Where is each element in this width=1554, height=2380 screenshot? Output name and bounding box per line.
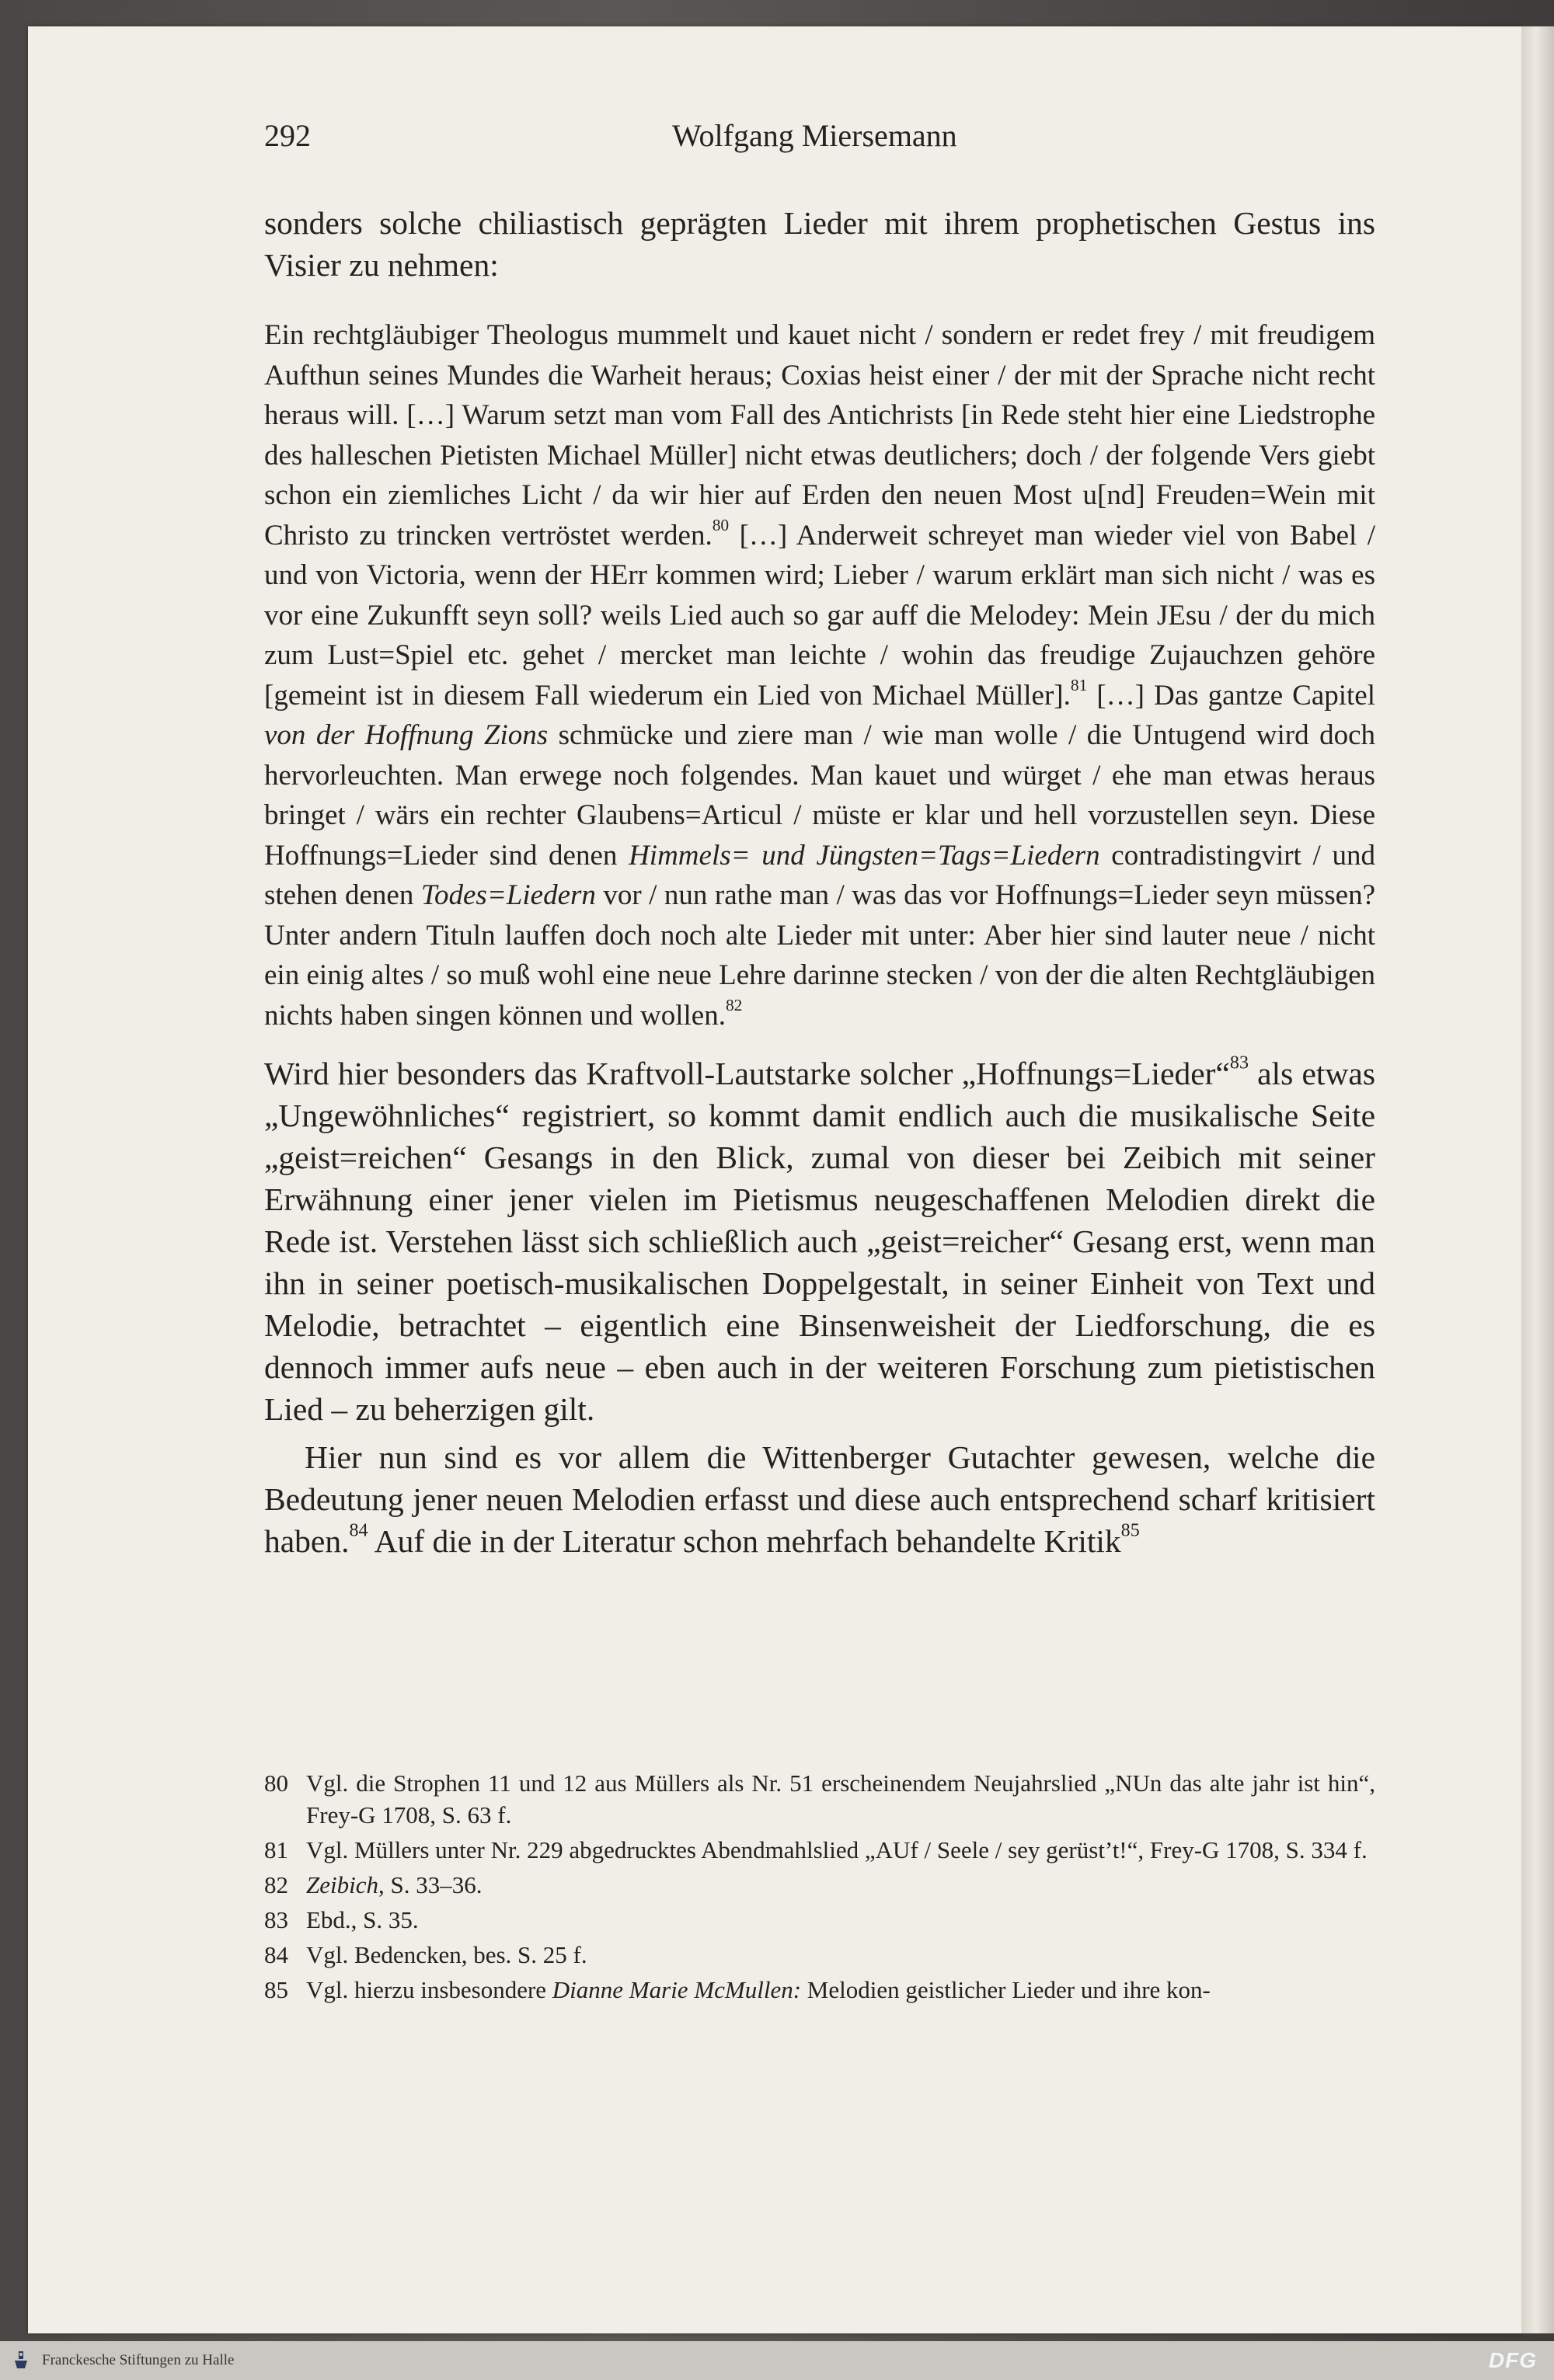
footnote-82	[264, 1869, 1375, 1901]
footnote-ref-80[interactable]: 80	[712, 515, 730, 534]
body-paragraph-1	[264, 1053, 1375, 1430]
footnote-italic: Dianne Marie McMullen:	[552, 1976, 802, 2003]
footnote-text	[306, 1974, 1375, 2006]
footnote-number: 80	[264, 1769, 288, 1797]
quote-text-5: contradistingvirt / und stehen denen	[264, 839, 1375, 911]
footnote-text-b: Melodien geistlicher Lieder und ihre kon-	[801, 1976, 1211, 2003]
quote-italic-1: von der Hoffnung Zions	[264, 719, 549, 751]
main-text	[264, 202, 1375, 1562]
body-paragraph-2	[264, 1436, 1375, 1562]
quote-text-4: schmücke und ziere man / wie man wolle / die Untugend wird doch hervorleuchten. Man erwege noch folgendes. Man kauet und würget / ehe man etwas heraus bringet / wärs ein rechter Glaubens=Articul / müste er klar und hell vorzustellen seyn. Diese Hoffnungs=Lieder sind denen	[264, 719, 1376, 872]
footnote-number: 84	[264, 1941, 288, 1968]
page-number: 292	[264, 118, 311, 153]
footnote-text: Vgl. Müllers unter Nr. 229 abgedrucktes Abendmahlslied „AUf / Seele / sey gerüst’t!“, Frey-G 1708, S. 334 f.	[306, 1836, 1368, 1863]
block-quote	[264, 315, 1375, 1035]
institution-label: Franckesche Stiftungen zu Halle	[42, 2352, 235, 2368]
quote-italic-2: Himmels= und Jüngsten=Tags=Liedern	[629, 839, 1100, 872]
footnote-ref-85[interactable]: 85	[1120, 1520, 1140, 1541]
footnote-number: 83	[264, 1906, 288, 1933]
footnote-text: Vgl. die Strophen 11 und 12 aus Müllers als Nr. 51 erscheinendem Neujahrslied „NUn das alte jahr ist hin“, Frey-G 1708, S. 63 f.	[306, 1769, 1375, 1828]
quote-text-2: […] Anderweit schreyet man wieder viel von Babel / und von Victoria, wenn der HErr kommen wird; Lieber / warum erklärt man sich nicht / was es vor eine Zukunfft seyn soll? weils Lied auch so gar auff die Melodey: Mein JEsu / der du mich zum Lust=Spiel etc. gehet / mercket man leichte / wohin das freudige Zujauchzen gehöre [gemeint ist in diesem Fall wiederum ein Lied von Michael Müller].	[264, 519, 1376, 712]
page-edge	[1521, 26, 1554, 2333]
footnote-ref-84[interactable]: 84	[349, 1520, 368, 1541]
footnote-text-rest: , S. 33–36.	[378, 1871, 483, 1898]
viewer-footer-bar	[0, 2341, 1554, 2380]
para2-text-2: Auf die in der Literatur schon mehrfach behandelte Kritik	[368, 1523, 1121, 1559]
footnote-83	[264, 1904, 1375, 1936]
footnote-ref-83[interactable]: 83	[1229, 1053, 1249, 1073]
footnote-italic: Zeibich	[306, 1871, 378, 1898]
quote-italic-3: Todes=Liedern	[420, 879, 596, 911]
footnote-number: 81	[264, 1836, 288, 1863]
footnote-text: Ebd., S. 35.	[306, 1906, 419, 1933]
running-head-author: Wolfgang Miersemann	[672, 118, 957, 153]
footnotes	[264, 1767, 1375, 2009]
footnote-number: 82	[264, 1871, 288, 1898]
footnote-text-a: Vgl. hierzu insbesondere	[306, 1976, 552, 2003]
para1-text-2: als etwas „Ungewöhnliches“ registriert, so kommt damit endlich auch die musikalische Seite „geist=reichen“ Gesangs in den Blick, zumal von dieser bei Zeibich mit seiner Erwähnung einer jener vielen im Pietismus neugeschaffenen Melodien direkt die Rede ist. Verstehen lässt sich schließlich auch „geist=reicher“ Gesang erst, wenn man ihn in seiner poetisch-musikalischen Doppelgestalt, in seiner Einheit von Text und Melodie, betrachtet – eigentlich eine Binsenweisheit der Liedforschung, die es dennoch immer aufs neue – eben auch in der weiteren Forschung zum pietistischen Lied – zu beherzigen gilt.	[264, 1056, 1375, 1427]
francke-foundation-emblem-icon	[14, 2350, 28, 2370]
intro-paragraph: sonders solche chiliastisch geprägten Lieder mit ihrem prophetischen Gestus ins Visier zu nehmen:	[264, 205, 1375, 283]
para1-text-1: Wird hier besonders das Kraftvoll-Lautstarke solcher „Hoffnungs=Lieder“	[264, 1056, 1230, 1091]
quote-text-3: […] Das gantze Capitel	[1087, 679, 1376, 712]
footnote-text	[306, 1869, 1375, 1901]
running-head	[264, 117, 1375, 155]
footnote-ref-82[interactable]: 82	[725, 995, 743, 1014]
dfg-logo: DFG	[1488, 2348, 1537, 2372]
quote-text-6: vor / nun rathe man / was das vor Hoffnungs=Lieder seyn müssen? Unter andern Tituln lauffen doch noch alte Lieder mit unter: Aber hier sind lauter neue / nicht ein einig altes / so muß wohl eine neue Lehre darinne stecken / von der die alten Rechtgläubigen nichts haben singen können und wollen.	[264, 879, 1375, 1032]
footnote-85	[264, 1974, 1375, 2006]
footnote-84	[264, 1939, 1375, 1971]
footnote-text: Vgl. Bedencken, bes. S. 25 f.	[306, 1941, 587, 1968]
footnote-ref-81[interactable]: 81	[1070, 675, 1088, 694]
quote-text-1: Ein rechtgläubiger Theologus mummelt und kauet nicht / sondern er redet frey / mit freudigem Aufthun seines Mundes die Warheit heraus; Coxias heist einer / der mit der Sprache nicht recht heraus will. […] Warum setzt man vom Fall des Antichrists [in Rede steht hier eine Liedstrophe des halleschen Pietisten Michael Müller] nicht etwas deutlichers; doch / der folgende Vers giebt schon ein ziemliches Licht / da wir hier auf Erden den neuen Most u[nd] Freuden=Wein mit Christo zu trincken vertröstet werden.	[264, 319, 1375, 552]
footnote-81	[264, 1834, 1375, 1866]
para2-text-1: Hier nun sind es vor allem die Wittenberger Gutachter gewesen, welche die Bedeutung jener neuen Melodien erfasst und diese auch entsprechend scharf kritisiert haben.	[264, 1439, 1375, 1559]
footnote-number: 85	[264, 1976, 288, 2003]
footnote-80	[264, 1767, 1375, 1831]
